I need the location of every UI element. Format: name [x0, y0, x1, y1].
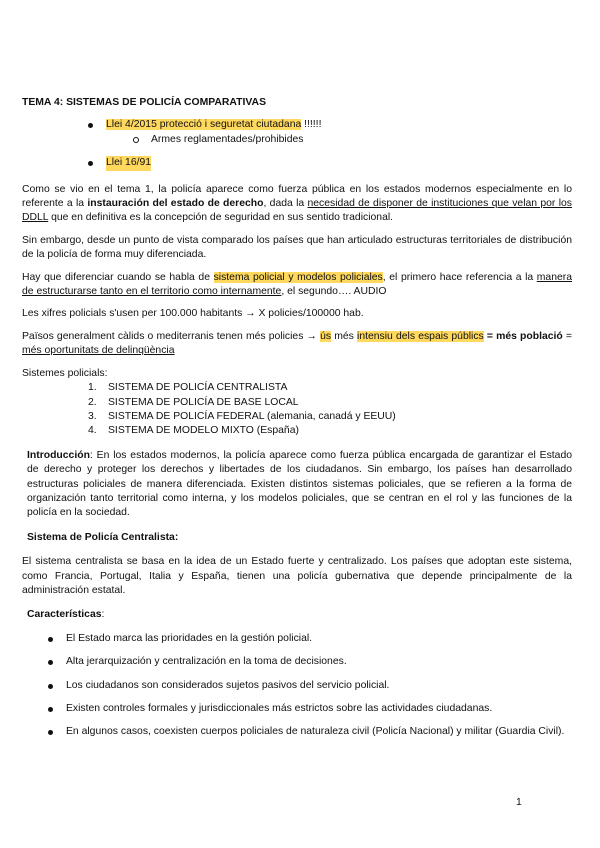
- circle-bullet-icon: [133, 137, 139, 143]
- central-paragraph: El sistema centralista se basa en la idea de un Estado fuerte y centralizado. Los países que adoptan este sistema, como Francia, Portugal, Italia y España, tienen una policía gubernativa que depende principalmente de la administración estatal.: [22, 556, 572, 596]
- list-item: Alta jerarquización y centralización en la toma de decisiones.: [48, 655, 572, 669]
- law-item-1: [88, 118, 572, 132]
- bullet-icon: [88, 161, 93, 166]
- list-item: 1. SISTEMA DE POLICÍA CENTRALISTA: [88, 382, 288, 394]
- characteristics-label: Características:: [27, 609, 105, 621]
- list-item: 3. SISTEMA DE POLICÍA FEDERAL (alemania, canadá y EEUU): [88, 410, 396, 422]
- bullet-icon: [48, 730, 53, 735]
- list-item: 2. SISTEMA DE POLICÍA DE BASE LOCAL: [88, 396, 299, 408]
- bullet-icon: [48, 637, 53, 642]
- page-content: [22, 96, 572, 740]
- law-1-text: Llei 4/2015 protecció i seguretat ciutadana: [106, 119, 302, 131]
- systems-label: Sistemes policials:: [22, 367, 108, 379]
- law-subitem-1: [133, 133, 572, 147]
- intro-paragraph: Introducción: En los estados modernos, la policía aparece como fuerza pública encargada de garantizar el Estado de derecho y proteger los derechos y libertades de los ciudadanos. Sin embargo, los países han desarrollado estructuras policiales de manera diferenciada. Existen distintos sistemas policiales, que se refieren a la forma de organización tanto territorial como interna, y los modelos policiales, que se centran en el rol y las funciones de la policía en la sociedad.: [27, 449, 572, 519]
- bullet-icon: [48, 660, 53, 665]
- bullet-icon: [48, 684, 53, 689]
- systems-list: [22, 381, 572, 439]
- page-title: TEMA 4: SISTEMAS DE POLICÍA COMPARATIVAS: [22, 97, 266, 108]
- paragraph-2: Sin embargo, desde un punto de vista comparado los países que han articulado estructuras territoriales de distribución de la policía de forma muy diferenciada.: [22, 234, 572, 261]
- bullet-icon: [88, 123, 93, 128]
- paragraph-4: Les xifres policials s'usen per 100.000 habitants → X policies/100000 hab.: [22, 308, 364, 320]
- law-1-sub-text: Armes reglamentades/prohibides: [151, 133, 304, 145]
- list-item: 4. SISTEMA DE MODELO MIXTO (España): [88, 425, 299, 437]
- paragraph-3: Hay que diferenciar cuando se habla de sistema policial y modelos policiales, el primero hace referencia a la manera de estructurarse tanto en el territorio como internamente, el segundo…. AUDIO: [22, 271, 572, 298]
- characteristics-list: [22, 632, 572, 740]
- list-item: Existen controles formales y jurisdiccionales más estrictos sobre las actividades ciudadanas.: [48, 702, 572, 716]
- bullet-icon: [48, 707, 53, 712]
- paragraph-1: Como se vio en el tema 1, la policía aparece como fuerza pública en los estados modernos especialmente en lo referente a la instauración del estado de derecho, dada la necesidad de disponer de instituciones que velan por los DDLL que en definitiva es la concepción de seguridad en sus sentido tradicional.: [22, 183, 572, 224]
- central-heading: Sistema de Policía Centralista:: [27, 531, 179, 543]
- paragraph-5: Països generalment càlids o mediterranis tenen més policies → ús més intensiu dels espais públics = més població = més oportunitats de delinqüència: [22, 330, 573, 357]
- page-number: 1: [516, 797, 522, 808]
- list-item: En algunos casos, coexisten cuerpos policiales de naturaleza civil (Policía Nacional) y militar (Guardia Civil).: [48, 725, 572, 739]
- law-item-2: [88, 156, 572, 170]
- list-item: Los ciudadanos son considerados sujetos pasivos del servicio policial.: [48, 679, 572, 693]
- law-2-text: Llei 16/91: [106, 156, 151, 170]
- list-item: El Estado marca las prioridades en la gestión policial.: [48, 632, 572, 646]
- law-1-suffix: !!!!!!: [301, 119, 322, 131]
